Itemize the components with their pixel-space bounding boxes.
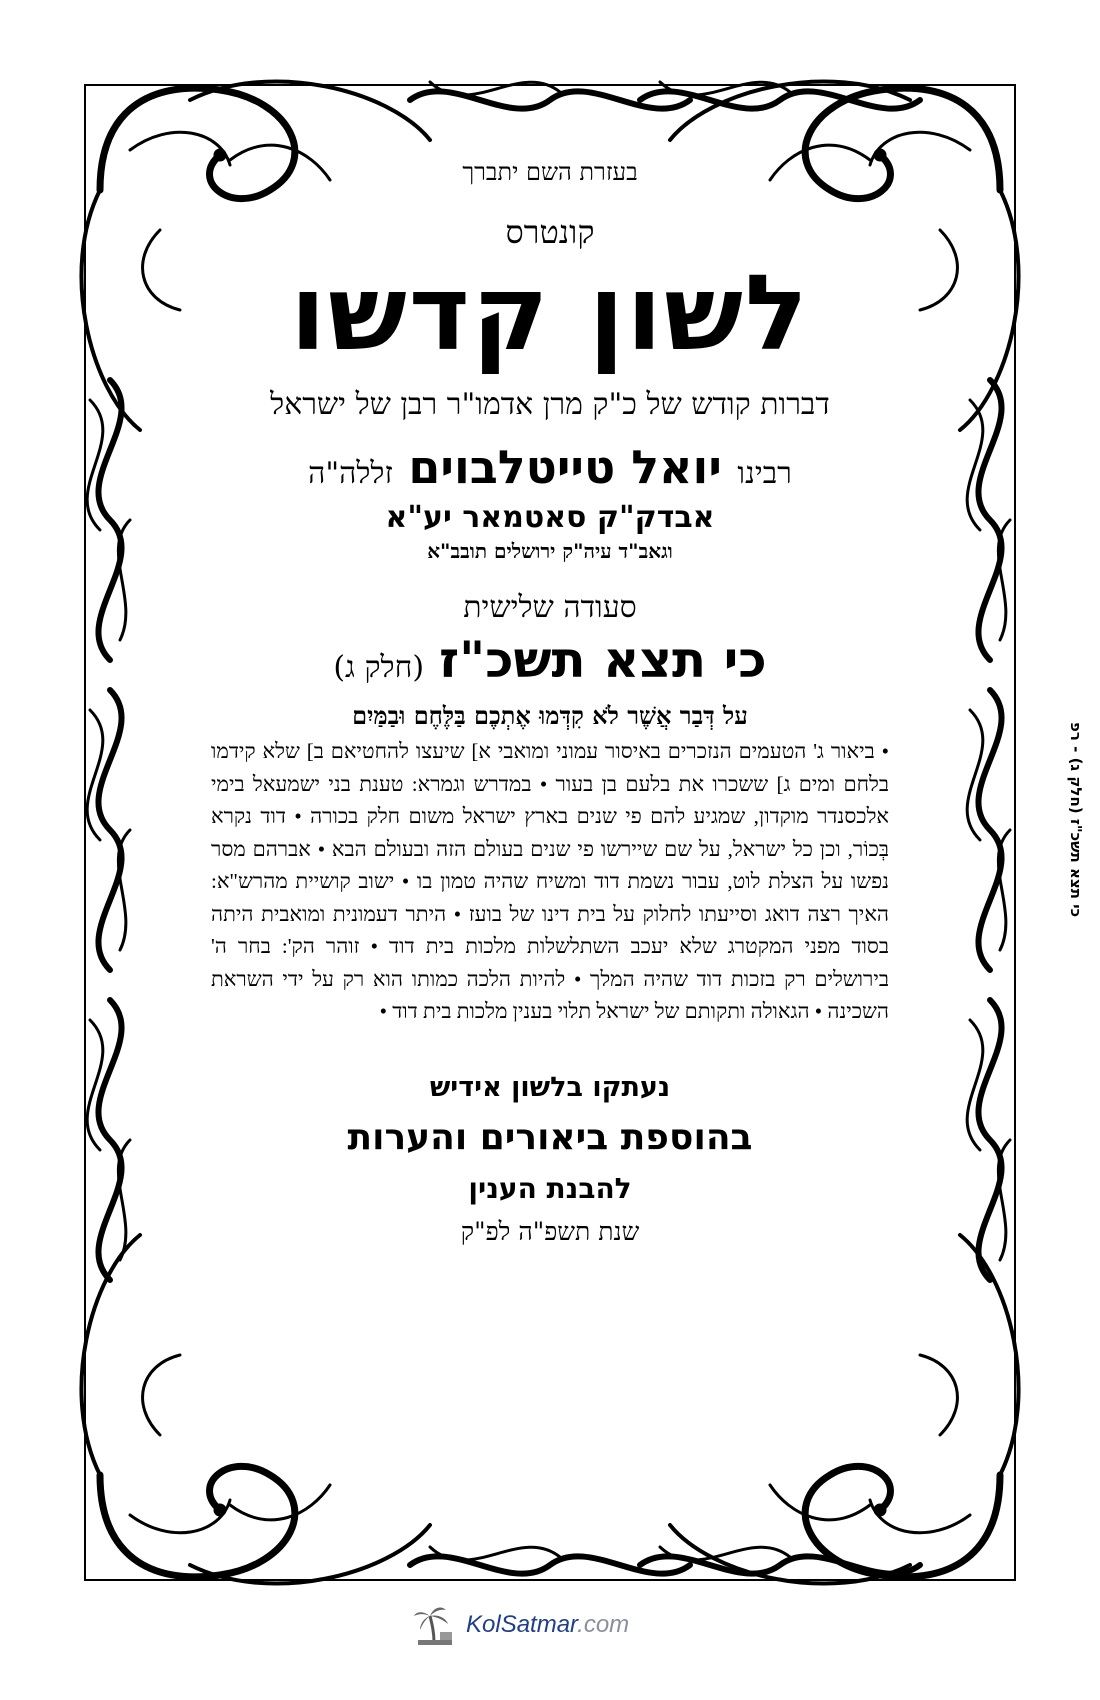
author-name: יואל טייטלבוים <box>408 440 722 494</box>
parsha-line <box>205 631 895 689</box>
author-suffix: זללה"ה <box>308 456 393 491</box>
additions-line: בהוספת ביאורים והערות <box>347 1116 753 1158</box>
title-line-2: וגאב"ד עיה"ק ירושלים תובב"א <box>427 539 673 563</box>
kuntres-label: קונטרס <box>505 213 595 251</box>
title-line-1: אבדק"ק סאטמאר יע"א <box>385 500 715 535</box>
author-line <box>205 440 895 494</box>
parsha-title: כי תצא תשכ"ז <box>439 631 767 689</box>
logo-kolsatmar: KolSatmar <box>466 1611 578 1638</box>
title-page-content <box>205 150 895 1530</box>
palm-tree-books-icon <box>412 1602 458 1648</box>
translated-line: נעתקו בלשון אידיש <box>429 1071 671 1103</box>
logo-text <box>466 1611 629 1639</box>
meal-label: סעודה שלישית <box>463 590 637 625</box>
parsha-part: (חלק ג) <box>333 650 425 685</box>
understanding-line: להבנת הענין <box>468 1171 632 1205</box>
verse-line: על דְּבַר אֲשֶׁר לֹא קִדְּמוּ אֶתְכֶם בַּלֶּחֶם וּבַמַּיִם <box>352 701 748 730</box>
year-line: שנת תשפ"ה לפ"ק <box>460 1216 640 1246</box>
subtitle: דברות קודש של כ"ק מרן אדמו"ר רבן של ישראל <box>270 387 830 422</box>
author-prefix: רבינו <box>737 456 792 491</box>
summary-paragraph: • ביאור ג' הטעמים הנזכרים באיסור עמוני ומואבי א] שיעצו להחטיאם ב] שלא קידמו בלחם ומים ג] ששכרו את בלעם בן בעור • במדרש וגמרא: טענת בני ישמעאל בימי אלכסנדר מוקדון, שמגיע להם פי שנים בארץ ישראל משום חלק בכורה • דוד נקרא בְּכוֹר, וכן כל ישראל, על שם שיירשו פי שנים בעולם הזה ובעולם הבא • אברהם מסר נפשו על הצלת לוט, עבור נשמת דוד ומשיח שהיה טמון בו • ישוב קושיית מהרש"א: האיך רצה דואג וסייעתו לחלוק על בית דינו של בועז • היתר דעמונית ומואבית היתה בסוד מפני המקטרג שלא יעכב השתלשלות מלכות בית דוד • זוהר הק': בחר ה' בירושלים רק בזכות דוד שהיה המלך • להיות הלכה כמותו הוא רק על ידי השראת השכינה • הגאולה ותקותם של ישראל תלוי בענין מלכות בית דוד • <box>211 739 889 1023</box>
logo-dotcom: .com <box>577 1611 630 1638</box>
kolsatmar-logo[interactable] <box>412 1600 692 1650</box>
main-title: לשון קדשו <box>290 252 810 374</box>
header-blessing: בעזרת השם יתברך <box>462 158 638 186</box>
side-page-label: כי תצא תשכ"ז (חלק ג) - רפ <box>1067 722 1085 918</box>
